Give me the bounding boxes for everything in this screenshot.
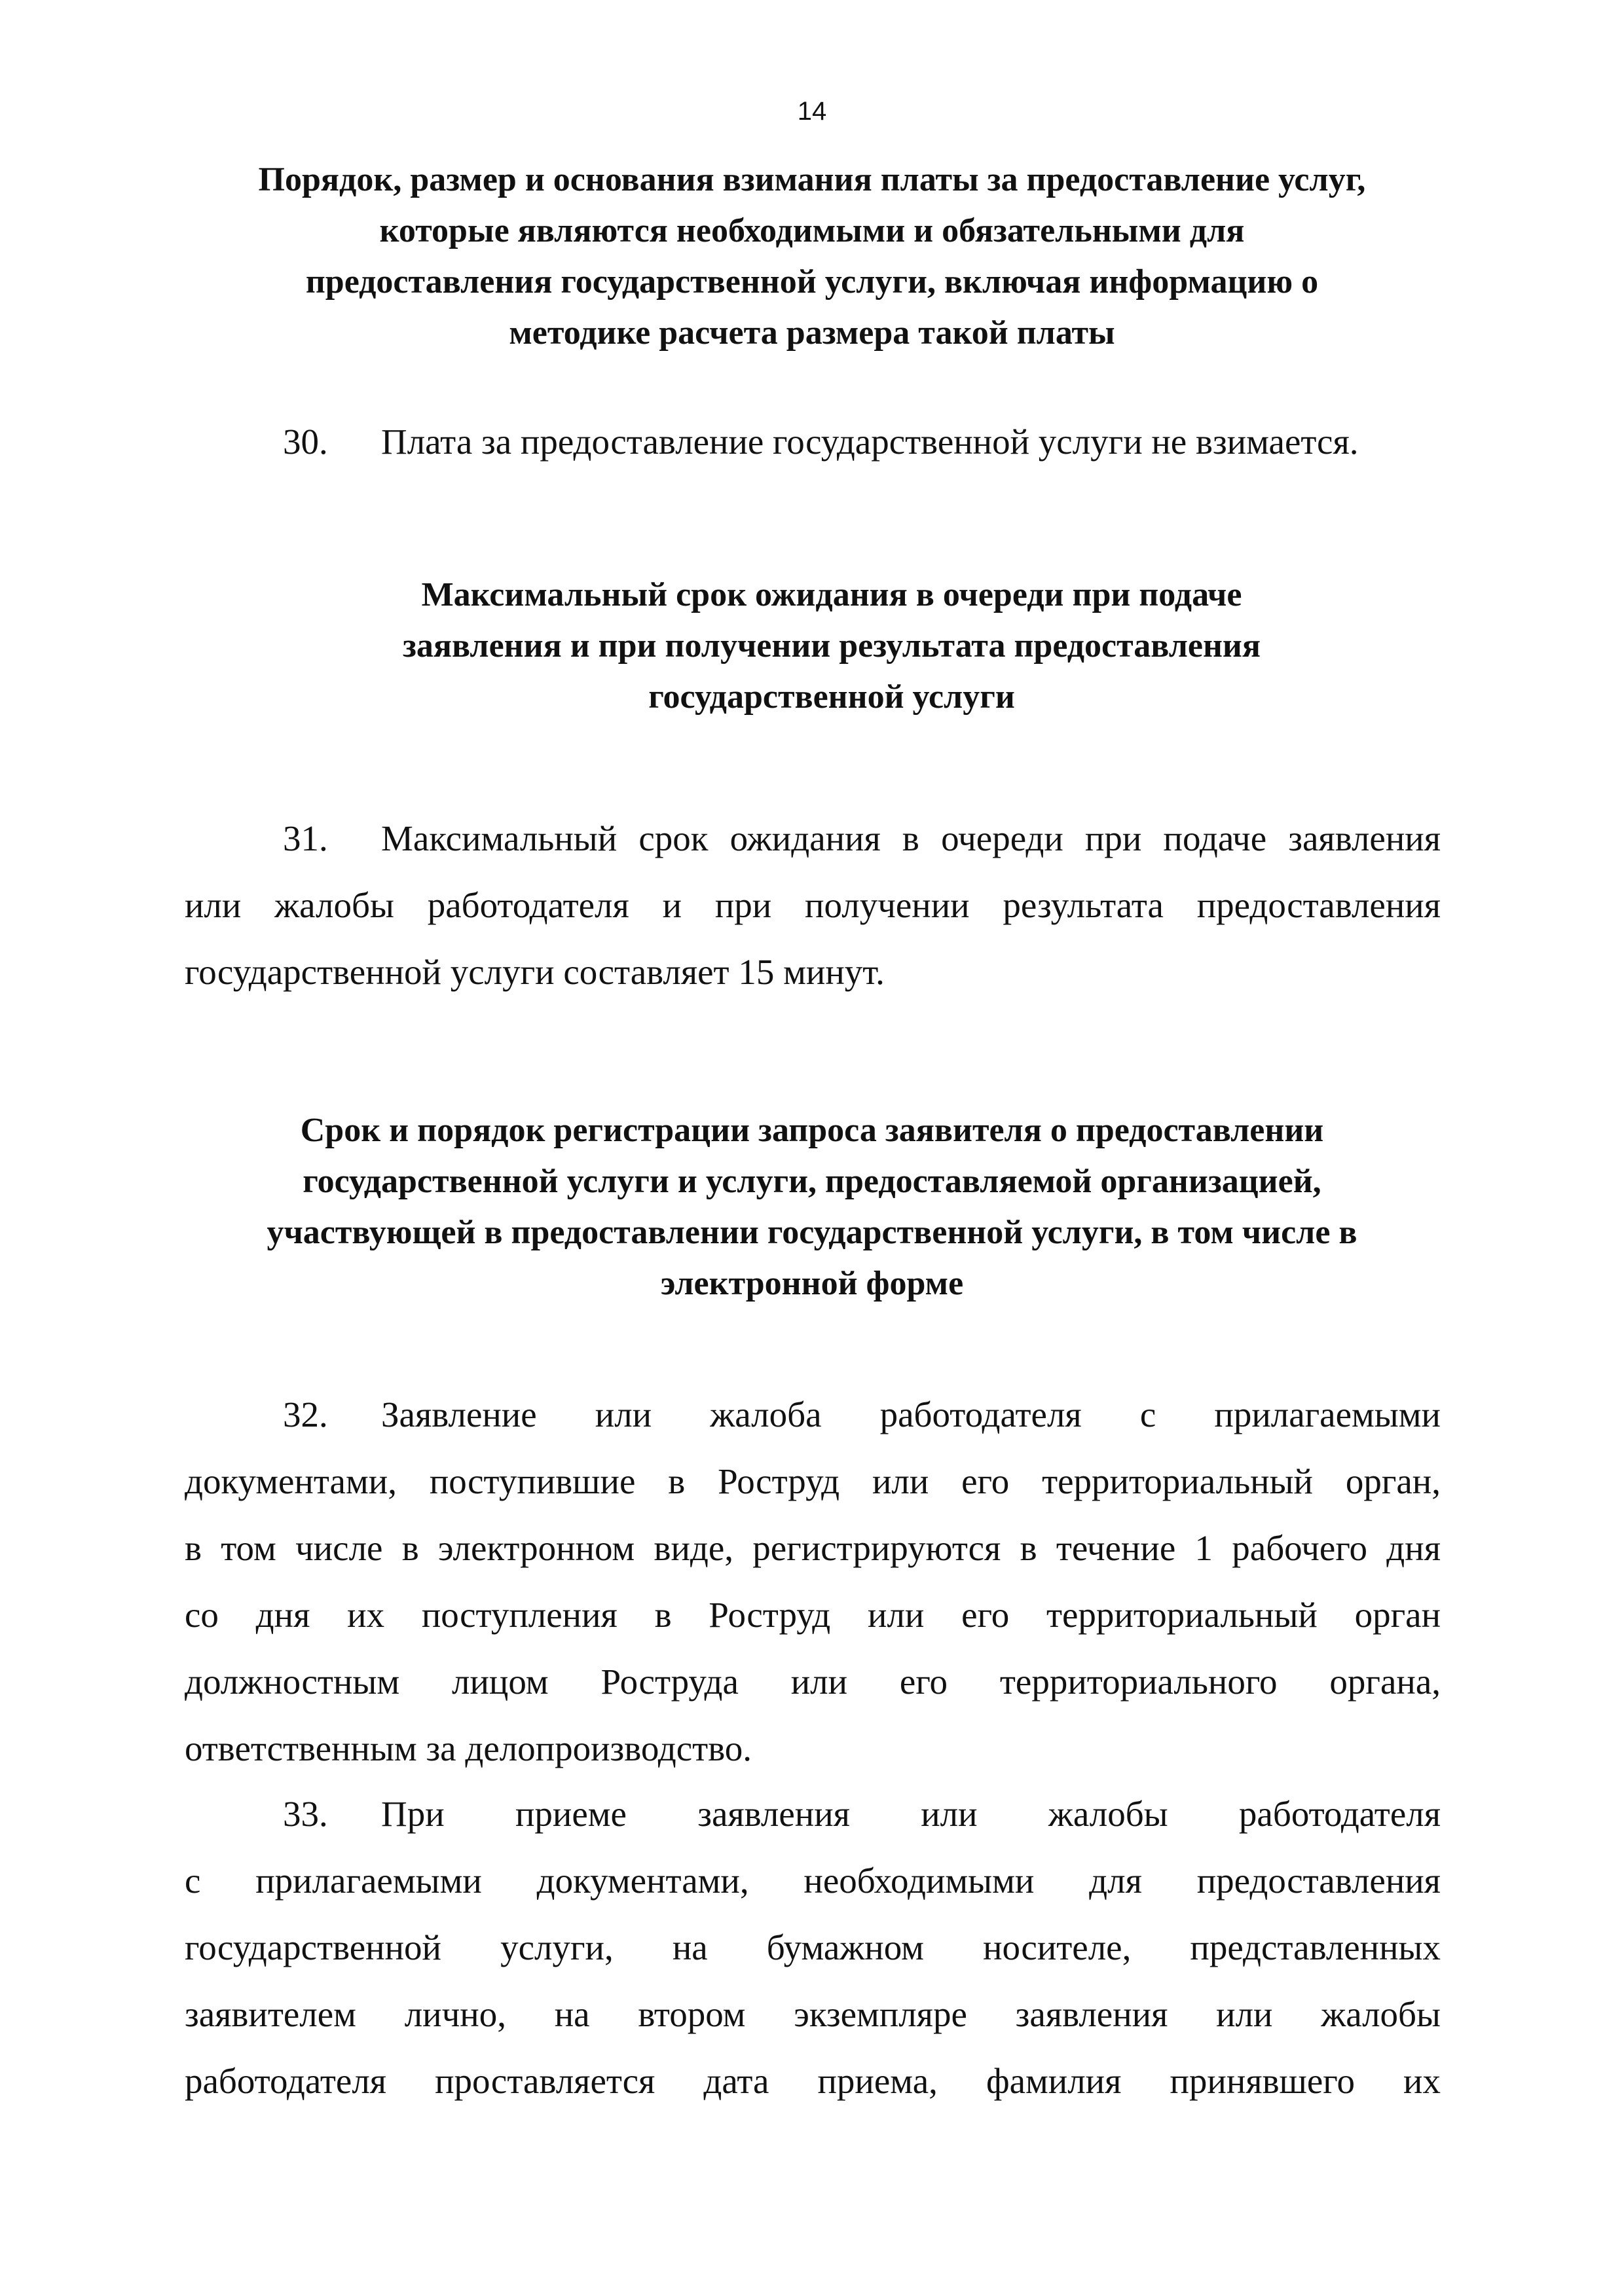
paragraph-line: с прилагаемыми документами, необходимыми для предоставления bbox=[185, 1861, 1441, 1901]
paragraph-text: Плата за предоставление государственной услуги не взимается. bbox=[381, 422, 1359, 462]
heading-line: предоставления государственной услуги, включая информацию о bbox=[305, 263, 1319, 301]
heading-line: Срок и порядок регистрации запроса заявителя о предоставлении bbox=[300, 1112, 1324, 1149]
heading-line: участвующей в предоставлении государственной услуги, в том числе в bbox=[267, 1214, 1357, 1251]
section-heading-queue bbox=[314, 570, 1349, 723]
paragraph-31 bbox=[185, 805, 1441, 1006]
paragraph-line: работодателя проставляется дата приема, фамилия принявшего их bbox=[185, 2061, 1441, 2101]
paragraph-line: ответственным за делопроизводство. bbox=[185, 1728, 752, 1768]
paragraph-32 bbox=[185, 1381, 1441, 1782]
paragraph-line: или жалобы работодателя и при получении результата предоставления bbox=[185, 885, 1441, 925]
paragraph-line: со дня их поступления в Роструд или его территориальный орган bbox=[185, 1595, 1441, 1635]
paragraph-line: документами, поступившие в Роструд или его территориальный орган, bbox=[185, 1461, 1441, 1501]
paragraph-number: 30. bbox=[283, 422, 328, 462]
section-heading-fee bbox=[157, 155, 1467, 359]
paragraph-line: государственной услуги, на бумажном носителе, представленных bbox=[185, 1927, 1441, 1967]
heading-line: которые являются необходимыми и обязательными для bbox=[379, 212, 1245, 249]
paragraph-line: Заявление или жалоба работодателя с прилагаемыми bbox=[381, 1394, 1441, 1434]
paragraph-line: При приеме заявления или жалобы работодателя bbox=[381, 1794, 1441, 1834]
paragraph-30 bbox=[185, 409, 1441, 475]
paragraph-number: 33. bbox=[283, 1794, 328, 1834]
heading-line: Максимальный срок ожидания в очереди при подаче bbox=[421, 576, 1242, 613]
paragraph-line: Максимальный срок ожидания в очереди при подаче заявления bbox=[381, 818, 1441, 858]
paragraph-line: в том числе в электронном виде, регистрируются в течение 1 рабочего дня bbox=[185, 1528, 1441, 1568]
heading-line: государственной услуги bbox=[648, 678, 1015, 716]
heading-line: государственной услуги и услуги, предоставляемой организацией, bbox=[303, 1163, 1321, 1200]
paragraph-line: заявителем лично, на втором экземпляре заявления или жалобы bbox=[185, 1994, 1441, 2034]
paragraph-33 bbox=[185, 1781, 1441, 2115]
heading-line: Порядок, размер и основания взимания платы за предоставление услуг, bbox=[258, 161, 1366, 198]
paragraph-number: 32. bbox=[283, 1394, 328, 1434]
heading-line: заявления и при получении результата предоставления bbox=[402, 627, 1261, 665]
paragraph-line: должностным лицом Роструда или его территориального органа, bbox=[185, 1662, 1441, 1702]
paragraph-line: государственной услуги составляет 15 минут. bbox=[185, 952, 885, 992]
section-heading-registration bbox=[157, 1105, 1467, 1309]
paragraph-number: 31. bbox=[283, 818, 328, 858]
page-number: 14 bbox=[797, 97, 827, 126]
heading-line: методике расчета размера такой платы bbox=[509, 314, 1115, 352]
heading-line: электронной форме bbox=[660, 1265, 964, 1302]
